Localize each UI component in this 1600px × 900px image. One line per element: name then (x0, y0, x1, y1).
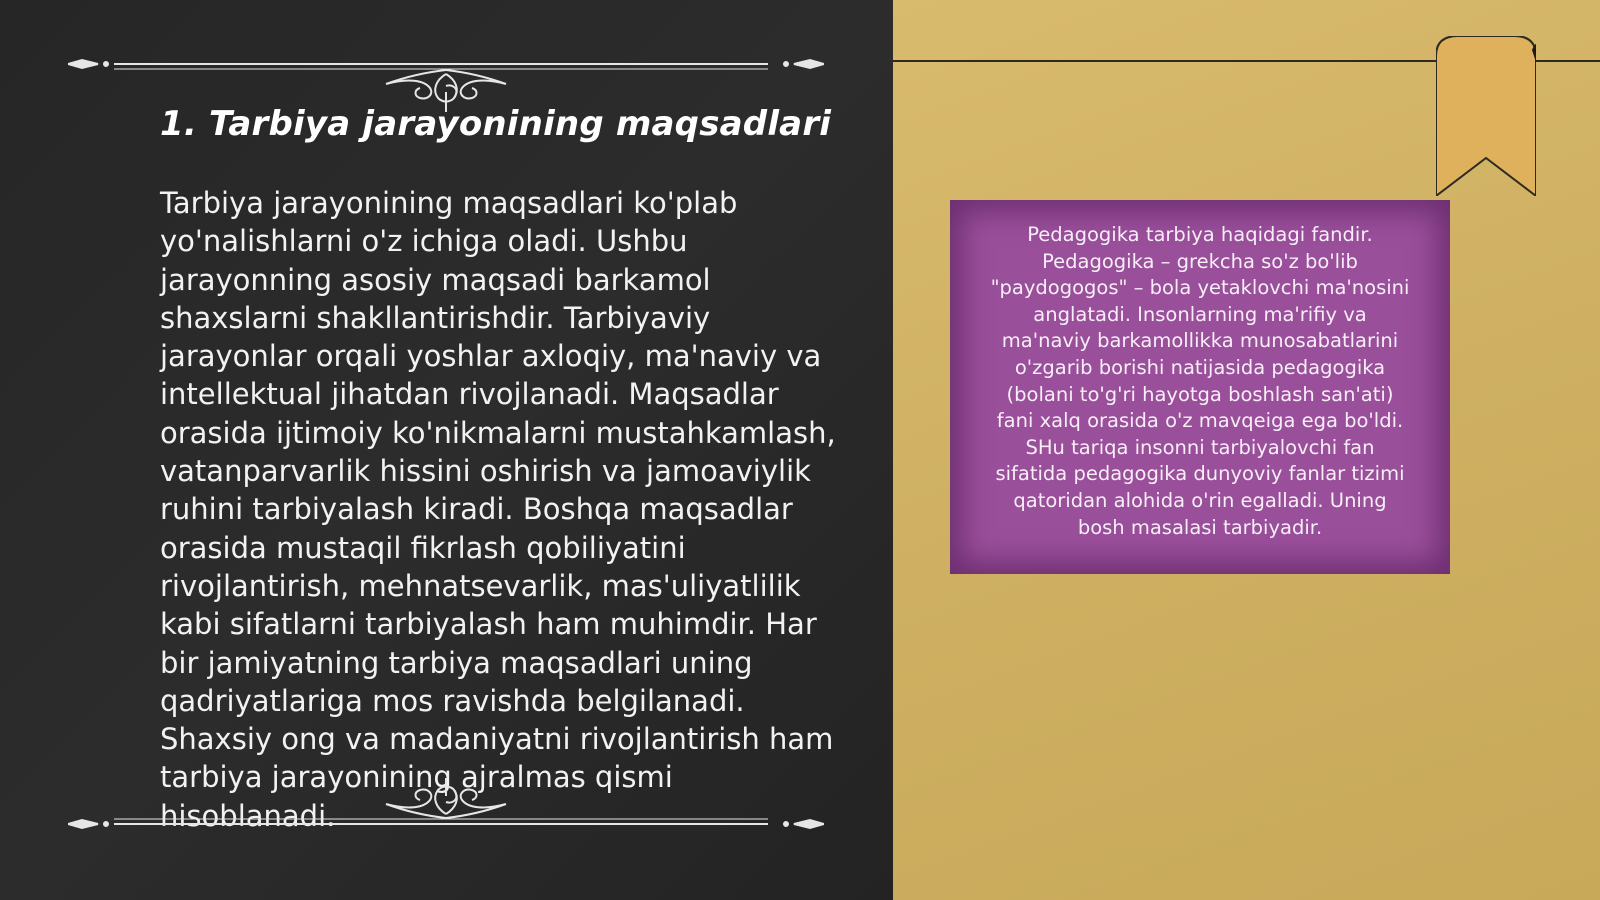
slide-body-text: Tarbiya jarayonining maqsadlari ko'plab yo'nalishlarni o'z ichiga oladi. Ushbu jarayonning asosiy maqsadi barkamol shaxslarni shakllantirishdir. Tarbiyaviy jarayonlar orqali yoshlar axloqiy, ma'naviy va intellektual jihatdan rivojlanadi. Maqsadlar orasida ijtimoiy ko'nikmalarni mustahkamlash, vatanparvarlik hissini oshirish va jamoaviylik ruhini tarbiyalash kiradi. Boshqa maqsadlar orasida mustaqil fikrlash qobiliyatini rivojlantirish, mehnatsevarlik, mas'uliyatlilik kabi sifatlarni tarbiyalash ham muhimdir. Har bir jamiyatning tarbiya maqsadlari uning qadriyatlariga mos ravishda belgilanadi. Shaxsiy ong va madaniyatni rivojlantirish ham tarbiya jarayonining ajralmas qismi hisoblanadi. (160, 186, 836, 833)
info-box-text: Pedagogika tarbiya haqidagi fandir. Pedagogika – grekcha so'z bo'lib "paydogogos" – bola yetaklovchi ma'nosini anglatadi. Insonlarning ma'rifiy va ma'naviy barkamollikka munosabatlarini o'zgarib borishi natijasida pedagogika (bolani to'g'ri hayotga boshlash san'ati) fani xalq orasida o'z mavqeiga ega bo'ldi. SHu tariqa insonni tarbiyalovchi fan sifatida pedagogika dunyoviy fanlar tizimi qatoridan alohida o'rin egalladi. Uning bosh masalasi tarbiyadir. (990, 223, 1410, 539)
bottom-ornament-scroll-divider-icon (68, 778, 824, 848)
pedagogika-info-box (950, 200, 1450, 574)
bookmark-ribbon-icon (1436, 36, 1536, 196)
slide-title: 1. Tarbiya jarayonining maqsadlari (160, 104, 832, 144)
